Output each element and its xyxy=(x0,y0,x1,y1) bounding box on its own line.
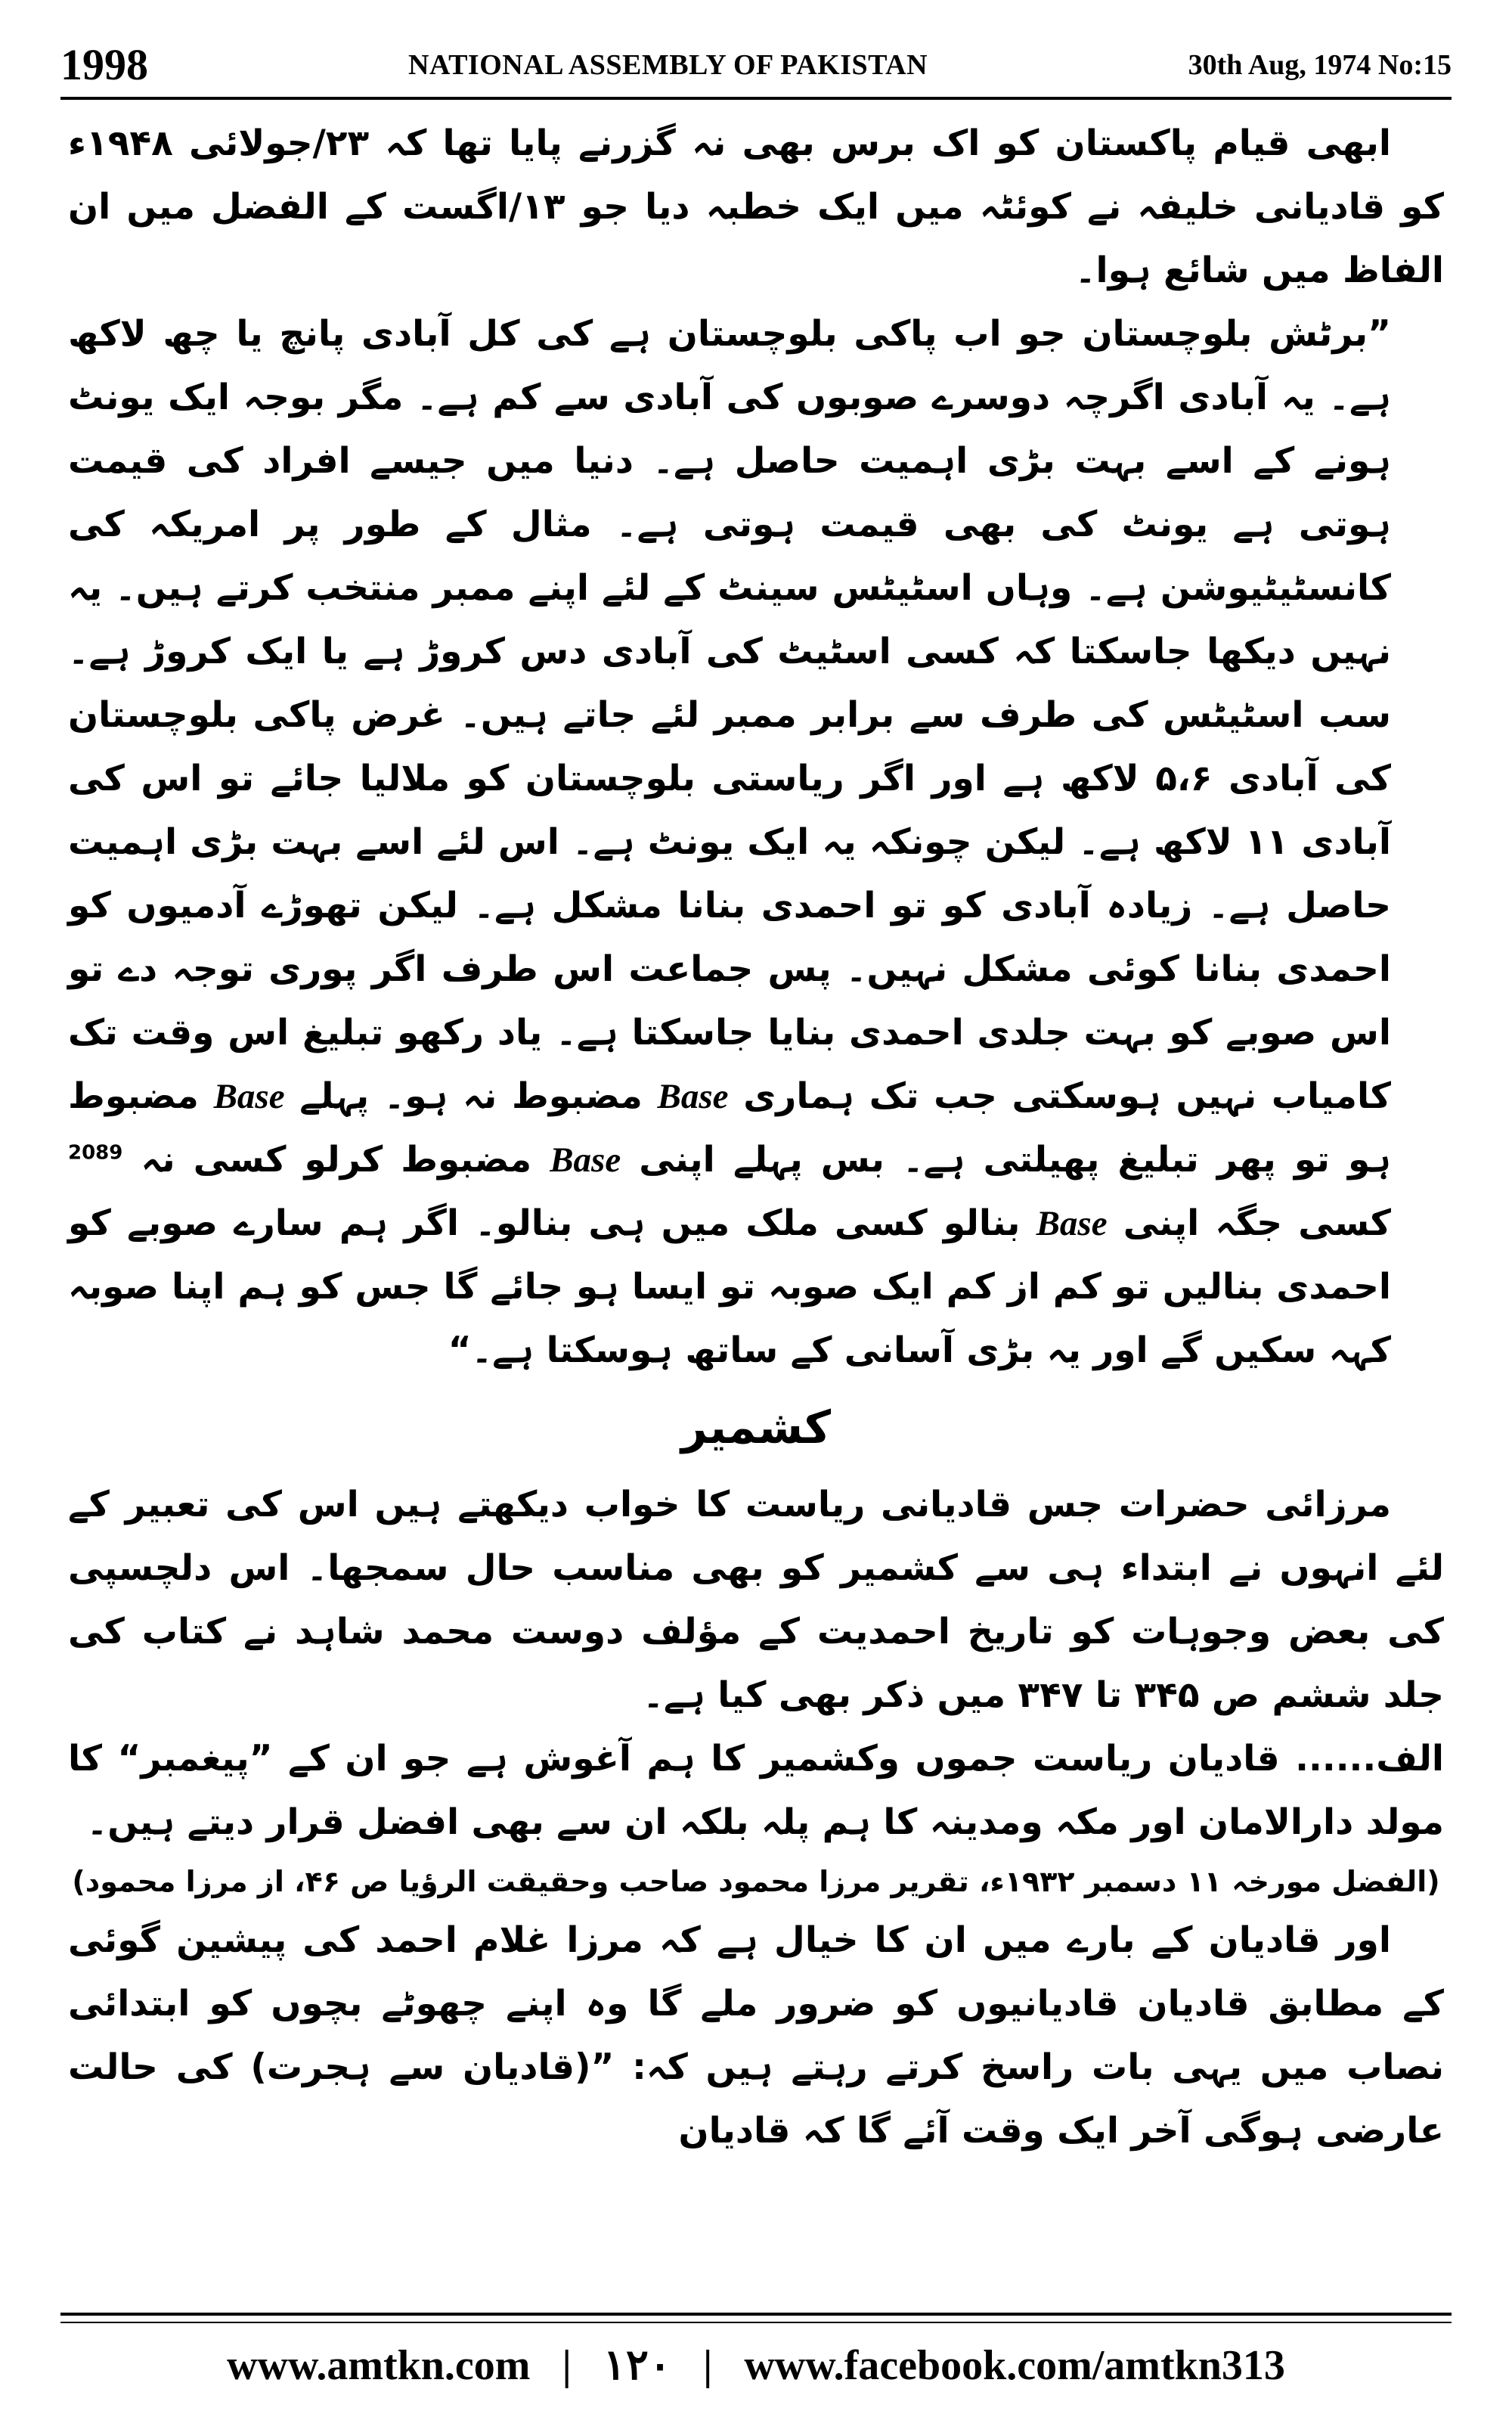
page-footer xyxy=(60,2341,1452,2394)
base-word: Base xyxy=(657,1077,729,1116)
citation: (الفضل مورخہ ۱۱ دسمبر ۱۹۳۲ء، تقریر مرزا محمود صاحب وحقیقت الرؤیا ص ۴۶، از مرزا محمود) xyxy=(72,1865,1440,1898)
section-heading-kashmir: کشمیر xyxy=(681,1401,831,1454)
footer-rule-thin xyxy=(60,2322,1452,2323)
footer-rule xyxy=(60,2313,1452,2316)
header-date: 30th Aug, 1974 No:15 xyxy=(1188,49,1452,81)
page-body xyxy=(68,112,1444,2163)
base-word: Base xyxy=(550,1140,621,1180)
footnote-marker: 2089 xyxy=(68,1141,123,1165)
paragraph-kashmir: مرزائی حضرات جس قادیانی ریاست کا خواب دیکھتے ہیں اس کی تعبیر کے لئے انہوں نے ابتداء ہی سے کشمیر کو بھی مناسب حال سمجھا۔ اس دلچسپی کی بعض وجوہات کو تاریخ احمدیت کے مؤلف دوست محمد شاہد نے کتاب کی جلد ششم ص ۳۴۵ تا ۳۴۷ میں ذکر بھی کیا ہے۔ xyxy=(68,1484,1444,1716)
footer-page-number: ۱۲۰ xyxy=(603,2342,672,2389)
header-title: NATIONAL ASSEMBLY OF PAKISTAN xyxy=(408,49,928,81)
base-word: Base xyxy=(1036,1204,1108,1243)
quote-text-4: مضبوط کرلو کسی نہ xyxy=(141,1139,532,1181)
footer-link-facebook[interactable]: www.facebook.com/amtkn313 xyxy=(744,2342,1285,2389)
page-header xyxy=(60,39,1452,92)
footer-link-website[interactable]: www.amtkn.com xyxy=(227,2342,531,2389)
paragraph-alif: الف...... قادیان ریاست جموں وکشمیر کا ہم آغوش ہے جو ان کے ”پیغمبر“ کا مولد دارالامان اور مکہ ومدینہ کا ہم پلہ بلکہ ان سے بھی افضل قرار دیتے ہیں۔ xyxy=(68,1738,1444,1843)
quote-text-1: ”برٹش بلوچستان جو اب پاکی بلوچستان ہے کی کل آبادی پانچ یا چھ لاکھ ہے۔ یہ آبادی اگرچہ دوسرے صوبوں کی آبادی سے کم ہے۔ مگر بوجہ ایک یونٹ ہونے کے اسے بہت بڑی اہمیت حاصل ہے۔ دنیا میں جیسے افراد کی قیمت ہوتی ہے یونٹ کی بھی قیمت ہوتی ہے۔ مثال کے طور پر امریکہ کی کانسٹیٹیوشن ہے۔ وہاں اسٹیٹس سینٹ کے لئے اپنے ممبر منتخب کرتے ہیں۔ یہ نہیں دیکھا جاسکتا کہ کسی اسٹیٹ کی آبادی دس کروڑ ہے یا ایک کروڑ ہے۔ سب اسٹیٹس کی طرف سے برابر ممبر لئے جاتے ہیں۔ غرض پاکی بلوچستان کی آبادی ۵،۶ لاکھ ہے اور اگر ریاستی بلوچستان کو ملالیا جائے تو اس کی آبادی ۱۱ لاکھ ہے۔ لیکن چونکہ یہ ایک یونٹ ہے۔ اس لئے اسے بہت بڑی اہمیت حاصل ہے۔ زیادہ آبادی کو تو احمدی بنانا مشکل ہے۔ لیکن تھوڑے آدمیوں کو احمدی بنانا کوئی مشکل نہیں۔ پس جماعت اس طرف اگر پوری توجہ دے تو اس صوبے کو بہت جلدی احمدی بنایا جاسکتا ہے۔ یاد رکھو تبلیغ اس وقت تک کامیاب نہیں ہوسکتی جب تک ہماری xyxy=(68,313,1391,1117)
page-number: 1998 xyxy=(60,40,148,89)
quote-text-5: کسی جگہ اپنی xyxy=(1123,1202,1391,1244)
base-word: Base xyxy=(213,1077,285,1116)
blockquote xyxy=(68,302,1444,1382)
quote-text-6: بنالو کسی ملک میں ہی بنالو۔ اگر ہم سارے صوبے کو احمدی بنالیں تو کم از کم ایک صوبہ تو ایسا ہو جائے گا جس کو ہم اپنا صوبہ کہہ سکیں گے اور یہ بڑی آسانی کے ساتھ ہوسکتا ہے۔“ xyxy=(68,1202,1391,1371)
header-rule xyxy=(60,97,1452,100)
quote-text-2: مضبوط نہ ہو۔ پہلے xyxy=(299,1075,643,1117)
paragraph-intro: ابھی قیام پاکستان کو اک برس بھی نہ گزرنے پایا تھا کہ ۲۳/جولائی ۱۹۴۸ء کو قادیانی خلیفہ نے کوئٹہ میں ایک خطبہ دیا جو ۱۳/اگست کے الفضل میں ان الفاظ میں شائع ہوا۔ xyxy=(68,123,1444,291)
paragraph-qadian: اور قادیان کے بارے میں ان کا خیال ہے کہ مرزا غلام احمد کی پیشین گوئی کے مطابق قادیان قادیانیوں کو ضرور ملے گا وہ اپنے چھوٹے بچوں کو ابتدائی نصاب میں یہی بات راسخ کرتے رہتے ہیں کہ: ”(قادیان سے ہجرت) کی حالت عارضی ہوگی آخر ایک وقت آئے گا کہ قادیان xyxy=(68,1919,1444,2152)
footer-separator: | xyxy=(703,2342,713,2389)
footer-separator: | xyxy=(562,2342,572,2389)
quote-text-3: مضبوط ہو تو پھر تبلیغ پھیلتی ہے۔ بس پہلے اپنی xyxy=(68,1075,1392,1181)
